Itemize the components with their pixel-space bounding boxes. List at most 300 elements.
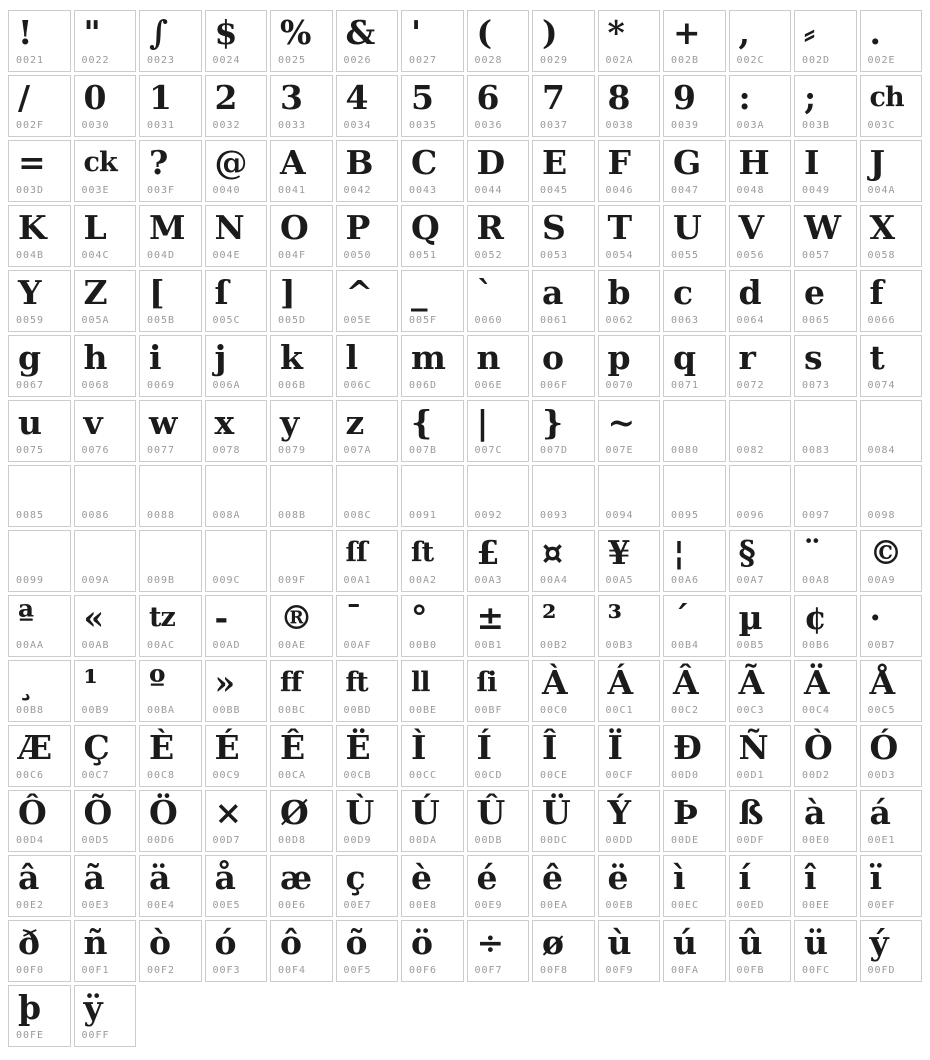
glyph-cell-00AA — [8, 595, 71, 657]
codepoint-label: 00C8 — [147, 770, 176, 781]
glyph-cell-002A — [598, 10, 661, 72]
glyph — [140, 531, 201, 575]
glyph: ! — [18, 13, 32, 52]
glyph-cell-00AE — [270, 595, 333, 657]
glyph-cell-00A4 — [532, 530, 595, 592]
codepoint-label: 0079 — [278, 445, 307, 456]
codepoint-label: 00CB — [343, 770, 372, 781]
codepoint-label: 0097 — [802, 510, 831, 521]
codepoint-label: 00AA — [16, 640, 45, 651]
codepoint-label: 00A3 — [474, 575, 503, 586]
glyph: ã — [83, 858, 104, 897]
codepoint-label: 00A9 — [867, 575, 896, 586]
codepoint-label: 0078 — [212, 445, 241, 456]
glyph: x — [214, 403, 234, 442]
codepoint-label: 00D1 — [736, 770, 765, 781]
codepoint-label: 0022 — [81, 55, 110, 66]
glyph: z — [345, 403, 364, 442]
glyph-cell-006F — [532, 335, 595, 397]
glyph-cell-0097 — [794, 465, 857, 527]
codepoint-label: 0027 — [409, 55, 438, 66]
glyph: É — [214, 728, 239, 767]
codepoint-label: 00D3 — [867, 770, 896, 781]
codepoint-label: 00FB — [736, 965, 765, 976]
glyph: « — [83, 598, 104, 637]
glyph: Ú — [411, 793, 439, 832]
glyph-cell-00D6 — [139, 790, 202, 852]
codepoint-label: 00F5 — [343, 965, 372, 976]
glyph-cell-006E — [467, 335, 530, 397]
glyph: ý — [869, 923, 888, 962]
codepoint-label: 00E3 — [81, 900, 110, 911]
glyph-cell-005E — [336, 270, 399, 332]
codepoint-label: 0080 — [671, 445, 700, 456]
glyph — [75, 531, 136, 575]
glyph-cell-00F3 — [205, 920, 268, 982]
glyph-cell-003E — [74, 140, 137, 202]
glyph-cell-0024 — [205, 10, 268, 72]
glyph-cell-00EB — [598, 855, 661, 917]
codepoint-label: 00A6 — [671, 575, 700, 586]
glyph: ¹ — [83, 663, 97, 702]
glyph: Ä — [804, 663, 829, 702]
glyph-cell-00CC — [401, 725, 464, 787]
glyph-cell-00A5 — [598, 530, 661, 592]
glyph: 8 — [607, 78, 630, 117]
codepoint-label: 002F — [16, 120, 45, 131]
glyph-cell-00C6 — [8, 725, 71, 787]
codepoint-label: 00F3 — [212, 965, 241, 976]
glyph: e — [804, 273, 824, 312]
glyph: O — [280, 208, 308, 247]
glyph: J — [869, 143, 885, 182]
glyph: ^ — [345, 273, 373, 312]
codepoint-label: 00DA — [409, 835, 438, 846]
glyph-cell-008A — [205, 465, 268, 527]
codepoint-label: 00E5 — [212, 900, 241, 911]
glyph: · — [869, 598, 880, 637]
codepoint-label: 0072 — [736, 380, 765, 391]
glyph: M — [149, 208, 185, 247]
codepoint-label: 00CE — [540, 770, 569, 781]
glyph-cell-0033 — [270, 75, 333, 137]
codepoint-label: 0025 — [278, 55, 307, 66]
glyph: © — [869, 533, 902, 572]
glyph: T — [607, 208, 632, 247]
codepoint-label: 005C — [212, 315, 241, 326]
codepoint-label: 003A — [736, 120, 765, 131]
codepoint-label: 00B8 — [16, 705, 45, 716]
glyph — [533, 466, 594, 510]
glyph-cell-00E9 — [467, 855, 530, 917]
glyph — [75, 466, 136, 510]
glyph-cell-00C4 — [794, 660, 857, 722]
codepoint-label: 006A — [212, 380, 241, 391]
glyph: 3 — [280, 78, 302, 117]
glyph: ] — [280, 273, 295, 312]
glyph: Â — [673, 663, 698, 702]
glyph-cell-0054 — [598, 205, 661, 267]
codepoint-label: 00BB — [212, 705, 241, 716]
codepoint-label: 00DB — [474, 835, 503, 846]
codepoint-label: 0075 — [16, 445, 45, 456]
glyph-cell-00C3 — [729, 660, 792, 722]
glyph-cell-003C — [860, 75, 923, 137]
codepoint-label: 0062 — [605, 315, 634, 326]
codepoint-label: 00B4 — [671, 640, 700, 651]
codepoint-label: 0030 — [81, 120, 110, 131]
glyph: ck — [83, 147, 117, 178]
glyph-cell-005D — [270, 270, 333, 332]
codepoint-label: 00B3 — [605, 640, 634, 651]
glyph: å — [214, 858, 235, 897]
glyph-cell-00F0 — [8, 920, 71, 982]
glyph: º — [149, 663, 165, 702]
glyph-cell-00BB — [205, 660, 268, 722]
glyph: Õ — [83, 793, 112, 832]
glyph-cell-00C8 — [139, 725, 202, 787]
glyph-cell-00D0 — [663, 725, 726, 787]
glyph: ~ — [607, 403, 635, 442]
codepoint-label: 00EE — [802, 900, 831, 911]
glyph-cell-00A3 — [467, 530, 530, 592]
glyph: t — [869, 338, 884, 377]
codepoint-label: 0044 — [474, 185, 503, 196]
glyph: a — [542, 273, 563, 312]
glyph: Ê — [280, 728, 305, 767]
codepoint-label: 0055 — [671, 250, 700, 261]
glyph: ſi — [476, 667, 497, 698]
glyph — [206, 531, 267, 575]
glyph-cell-006D — [401, 335, 464, 397]
codepoint-label: 002B — [671, 55, 700, 66]
glyph-cell-00B9 — [74, 660, 137, 722]
glyph: P — [345, 208, 370, 247]
glyph: è — [411, 858, 431, 897]
glyph: F — [607, 143, 630, 182]
glyph-cell-00BE — [401, 660, 464, 722]
codepoint-label: 0058 — [867, 250, 896, 261]
codepoint-label: 0051 — [409, 250, 438, 261]
glyph: X — [869, 208, 895, 247]
glyph: Ñ — [738, 728, 768, 767]
glyph-cell-0071 — [663, 335, 726, 397]
glyph: ft — [345, 667, 368, 698]
glyph-cell-00D2 — [794, 725, 857, 787]
codepoint-label: 00B6 — [802, 640, 831, 651]
glyph: = — [18, 143, 45, 182]
glyph — [664, 401, 725, 445]
glyph: ¨ — [804, 533, 820, 572]
glyph: ï — [869, 858, 882, 897]
glyph: Y — [18, 273, 41, 312]
codepoint-label: 002E — [867, 55, 896, 66]
codepoint-label: 00F8 — [540, 965, 569, 976]
codepoint-label: 00C9 — [212, 770, 241, 781]
glyph-cell-00CE — [532, 725, 595, 787]
glyph-cell-0039 — [663, 75, 726, 137]
glyph-cell-0028 — [467, 10, 530, 72]
glyph-cell-0062 — [598, 270, 661, 332]
glyph: N — [214, 208, 244, 247]
codepoint-label: 00EA — [540, 900, 569, 911]
glyph-cell-0056 — [729, 205, 792, 267]
codepoint-label: 0047 — [671, 185, 700, 196]
glyph-cell-00A7 — [729, 530, 792, 592]
glyph-cell-00F9 — [598, 920, 661, 982]
glyph: ¸ — [18, 663, 34, 702]
codepoint-label: 00AE — [278, 640, 307, 651]
glyph-cell-00B0 — [401, 595, 464, 657]
glyph — [730, 466, 791, 510]
glyph: n — [476, 338, 500, 377]
glyph-cell-00B7 — [860, 595, 923, 657]
glyph-cell-00FE — [8, 985, 71, 1047]
glyph: ch — [869, 82, 904, 113]
glyph: 6 — [476, 78, 499, 117]
glyph-cell-00C5 — [860, 660, 923, 722]
codepoint-label: 00C2 — [671, 705, 700, 716]
codepoint-label: 00D0 — [671, 770, 700, 781]
codepoint-label: 00EC — [671, 900, 700, 911]
glyph-cell-0049 — [794, 140, 857, 202]
codepoint-label: 00A2 — [409, 575, 438, 586]
glyph: ± — [476, 598, 504, 637]
codepoint-label: 00A8 — [802, 575, 831, 586]
codepoint-label: 0066 — [867, 315, 896, 326]
glyph: U — [673, 208, 701, 247]
glyph-cell-00EE — [794, 855, 857, 917]
glyph: j — [214, 338, 226, 377]
glyph — [271, 466, 332, 510]
glyph-cell-002D — [794, 10, 857, 72]
codepoint-label: 0037 — [540, 120, 569, 131]
glyph-cell-009C — [205, 530, 268, 592]
codepoint-label: 00C3 — [736, 705, 765, 716]
codepoint-label: 0069 — [147, 380, 176, 391]
glyph-cell-004E — [205, 205, 268, 267]
glyph: õ — [345, 923, 367, 962]
glyph: & — [345, 13, 375, 52]
codepoint-label: 0031 — [147, 120, 176, 131]
glyph-cell-0058 — [860, 205, 923, 267]
glyph-cell-0085 — [8, 465, 71, 527]
glyph-cell-005C — [205, 270, 268, 332]
glyph-cell-00B3 — [598, 595, 661, 657]
glyph: L — [83, 208, 106, 247]
codepoint-label: 0070 — [605, 380, 634, 391]
codepoint-label: 00B2 — [540, 640, 569, 651]
glyph: ³ — [607, 598, 621, 637]
glyph: [ — [149, 273, 164, 312]
codepoint-label: 002C — [736, 55, 765, 66]
codepoint-label: 007E — [605, 445, 634, 456]
glyph-cell-0025 — [270, 10, 333, 72]
glyph-cell-003D — [8, 140, 71, 202]
codepoint-label: 00C7 — [81, 770, 110, 781]
glyph-cell-00FF — [74, 985, 137, 1047]
glyph-cell-0093 — [532, 465, 595, 527]
glyph-cell-00B4 — [663, 595, 726, 657]
glyph: þ — [18, 988, 41, 1027]
glyph-cell-00D7 — [205, 790, 268, 852]
glyph: v — [83, 403, 102, 442]
codepoint-label: 00AD — [212, 640, 241, 651]
glyph-cell-0022 — [74, 10, 137, 72]
glyph: ÿ — [83, 988, 102, 1027]
codepoint-label: 00CD — [474, 770, 503, 781]
codepoint-label: 003E — [81, 185, 110, 196]
glyph-cell-00CF — [598, 725, 661, 787]
codepoint-label: 00E7 — [343, 900, 372, 911]
glyph-cell-00C2 — [663, 660, 726, 722]
glyph-cell-00B5 — [729, 595, 792, 657]
glyph-cell-004C — [74, 205, 137, 267]
codepoint-label: 005E — [343, 315, 372, 326]
glyph — [861, 401, 922, 445]
glyph: ( — [476, 13, 492, 52]
codepoint-label: 0059 — [16, 315, 45, 326]
glyph: 7 — [542, 78, 564, 117]
glyph-cell-00E1 — [860, 790, 923, 852]
glyph: I — [804, 143, 819, 182]
glyph: Ë — [345, 728, 370, 767]
glyph-cell-00D4 — [8, 790, 71, 852]
codepoint-label: 0043 — [409, 185, 438, 196]
codepoint-label: 00BF — [474, 705, 503, 716]
codepoint-label: 0077 — [147, 445, 176, 456]
glyph: â — [18, 858, 39, 897]
glyph: á — [869, 793, 890, 832]
glyph-cell-00A9 — [860, 530, 923, 592]
glyph: À — [542, 663, 567, 702]
glyph-cell-0075 — [8, 400, 71, 462]
codepoint-label: 0039 — [671, 120, 700, 131]
glyph-cell-00E3 — [74, 855, 137, 917]
glyph-cell-00DC — [532, 790, 595, 852]
glyph-cell-00CD — [467, 725, 530, 787]
glyph-cell-003F — [139, 140, 202, 202]
codepoint-label: 00E9 — [474, 900, 503, 911]
codepoint-label: 005A — [81, 315, 110, 326]
glyph: f — [869, 273, 883, 312]
glyph-cell-0036 — [467, 75, 530, 137]
glyph-cell-005B — [139, 270, 202, 332]
glyph: î — [804, 858, 816, 897]
codepoint-label: 00F9 — [605, 965, 634, 976]
glyph: { — [411, 403, 432, 442]
glyph: ë — [607, 858, 628, 897]
glyph-cell-00E5 — [205, 855, 268, 917]
glyph-cell-0096 — [729, 465, 792, 527]
glyph — [206, 466, 267, 510]
codepoint-label: 008C — [343, 510, 372, 521]
glyph: ä — [149, 858, 170, 897]
glyph: È — [149, 728, 174, 767]
glyph: Q — [411, 208, 439, 247]
codepoint-label: 0049 — [802, 185, 831, 196]
glyph-cell-00EA — [532, 855, 595, 917]
codepoint-label: 003F — [147, 185, 176, 196]
glyph-cell-00D8 — [270, 790, 333, 852]
glyph-cell-0070 — [598, 335, 661, 397]
glyph: | — [476, 403, 488, 442]
glyph: Ï — [607, 728, 622, 767]
codepoint-label: 0053 — [540, 250, 569, 261]
glyph: Ø — [280, 793, 308, 832]
codepoint-label: 0060 — [474, 315, 503, 326]
glyph-cell-00ED — [729, 855, 792, 917]
glyph: í — [738, 858, 751, 897]
codepoint-label: 00FC — [802, 965, 831, 976]
glyph: ∫ — [149, 13, 168, 52]
glyph: R — [476, 208, 503, 247]
glyph: ¯ — [345, 598, 361, 637]
glyph-cell-0023 — [139, 10, 202, 72]
codepoint-label: 0064 — [736, 315, 765, 326]
glyph: - — [214, 598, 228, 637]
glyph: l — [345, 338, 358, 377]
codepoint-label: 0023 — [147, 55, 176, 66]
codepoint-label: 0041 — [278, 185, 307, 196]
glyph: à — [804, 793, 825, 832]
glyph: ll — [411, 667, 430, 698]
codepoint-label: 004B — [16, 250, 45, 261]
glyph: Ì — [411, 728, 426, 767]
codepoint-label: 004E — [212, 250, 241, 261]
glyph-cell-00E2 — [8, 855, 71, 917]
glyph: 1 — [149, 78, 171, 117]
glyph-cell-00BD — [336, 660, 399, 722]
codepoint-label: 00D8 — [278, 835, 307, 846]
glyph: Ó — [869, 728, 898, 767]
codepoint-label: 00CA — [278, 770, 307, 781]
glyph: A — [280, 143, 305, 182]
codepoint-label: 009B — [147, 575, 176, 586]
glyph: û — [738, 923, 762, 962]
codepoint-label: 00BD — [343, 705, 372, 716]
glyph-cell-00F2 — [139, 920, 202, 982]
glyph: é — [476, 858, 497, 897]
codepoint-label: 00AB — [81, 640, 110, 651]
codepoint-label: 0074 — [867, 380, 896, 391]
glyph-cell-004D — [139, 205, 202, 267]
glyph-cell-00E6 — [270, 855, 333, 917]
codepoint-label: 00F6 — [409, 965, 438, 976]
glyph-cell-0029 — [532, 10, 595, 72]
glyph: ò — [149, 923, 171, 962]
codepoint-label: 00C0 — [540, 705, 569, 716]
codepoint-label: 00F4 — [278, 965, 307, 976]
glyph-cell-003A — [729, 75, 792, 137]
glyph-cell-00D3 — [860, 725, 923, 787]
codepoint-label: 003C — [867, 120, 896, 131]
codepoint-label: 00A7 — [736, 575, 765, 586]
glyph: Ö — [149, 793, 177, 832]
glyph-cell-009F — [270, 530, 333, 592]
glyph: ç — [345, 858, 365, 897]
codepoint-label: 0046 — [605, 185, 634, 196]
codepoint-label: 00F7 — [474, 965, 503, 976]
codepoint-label: 004D — [147, 250, 176, 261]
glyph: Æ — [18, 728, 52, 767]
glyph-cell-0055 — [663, 205, 726, 267]
glyph: ì — [673, 858, 685, 897]
glyph: ¤ — [542, 533, 562, 572]
codepoint-label: 002A — [605, 55, 634, 66]
codepoint-label: 003B — [802, 120, 831, 131]
glyph-cell-00FA — [663, 920, 726, 982]
